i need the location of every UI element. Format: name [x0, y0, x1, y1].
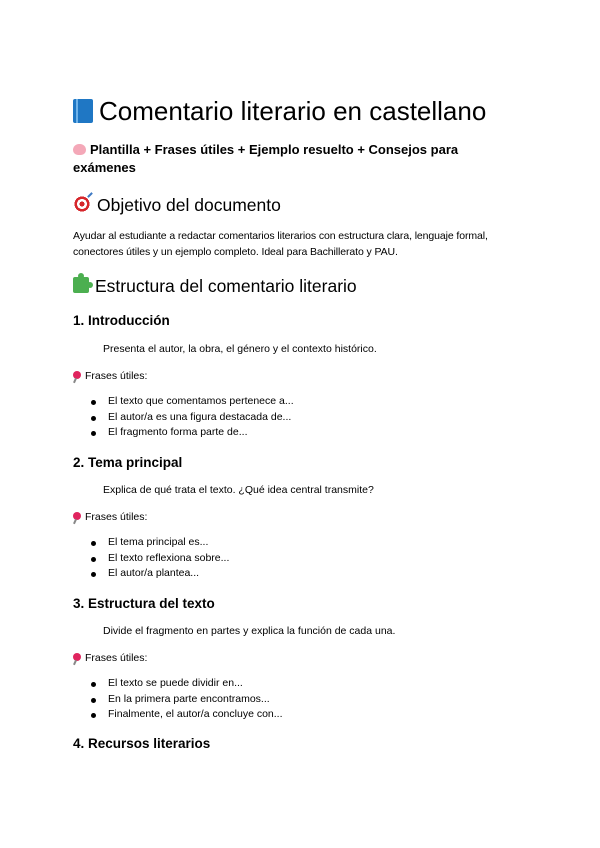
frases-utiles-label: Frases útiles: — [73, 651, 147, 665]
list-item: El texto que comentamos pertenece a... — [91, 394, 294, 410]
target-icon — [73, 195, 91, 213]
frases-list — [91, 535, 229, 582]
list-item: El tema principal es... — [91, 535, 229, 551]
pushpin-icon — [73, 371, 81, 379]
list-item: El autor/a plantea... — [91, 566, 229, 582]
frases-utiles-label: Frases útiles: — [73, 510, 147, 524]
list-item: El texto se puede dividir en... — [91, 676, 283, 692]
pushpin-icon — [73, 512, 81, 520]
list-item: Finalmente, el autor/a concluye con... — [91, 707, 283, 723]
section-heading: 2. Tema principal — [73, 455, 183, 470]
list-item: El fragmento forma parte de... — [91, 425, 294, 441]
objetivo-text: Ayudar al estudiante a redactar comentarios literarios con estructura clara, lenguaje formal, conectores útiles y un ejemplo completo. Ideal para Bachillerato y PAU. — [73, 230, 488, 258]
page-subtitle: Plantilla + Frases útiles + Ejemplo resuelto + Consejos para exámenes — [73, 142, 459, 175]
list-item: En la primera parte encontramos... — [91, 692, 283, 708]
list-item: El autor/a es una figura destacada de... — [91, 410, 294, 426]
frases-list — [91, 394, 294, 441]
book-icon — [73, 99, 93, 123]
section-heading: 3. Estructura del texto — [73, 596, 215, 611]
puzzle-icon — [73, 277, 89, 293]
section-description: Explica de qué trata el texto. ¿Qué idea central transmite? — [103, 484, 374, 496]
pushpin-icon — [73, 653, 81, 661]
section-heading: 4. Recursos literarios — [73, 736, 211, 751]
list-item: El texto reflexiona sobre... — [91, 551, 229, 567]
frases-utiles-label: Frases útiles: — [73, 369, 147, 383]
section-heading: 1. Introducción — [73, 313, 170, 328]
section-description: Divide el fragmento en partes y explica la función de cada una. — [103, 625, 396, 637]
page-title: Comentario literario en castellano — [73, 94, 486, 128]
objetivo-heading: Objetivo del documento — [73, 193, 281, 217]
section-description: Presenta el autor, la obra, el género y el contexto histórico. — [103, 343, 377, 355]
brain-icon — [73, 144, 86, 155]
frases-list — [91, 676, 283, 723]
estructura-heading: Estructura del comentario literario — [73, 274, 357, 298]
